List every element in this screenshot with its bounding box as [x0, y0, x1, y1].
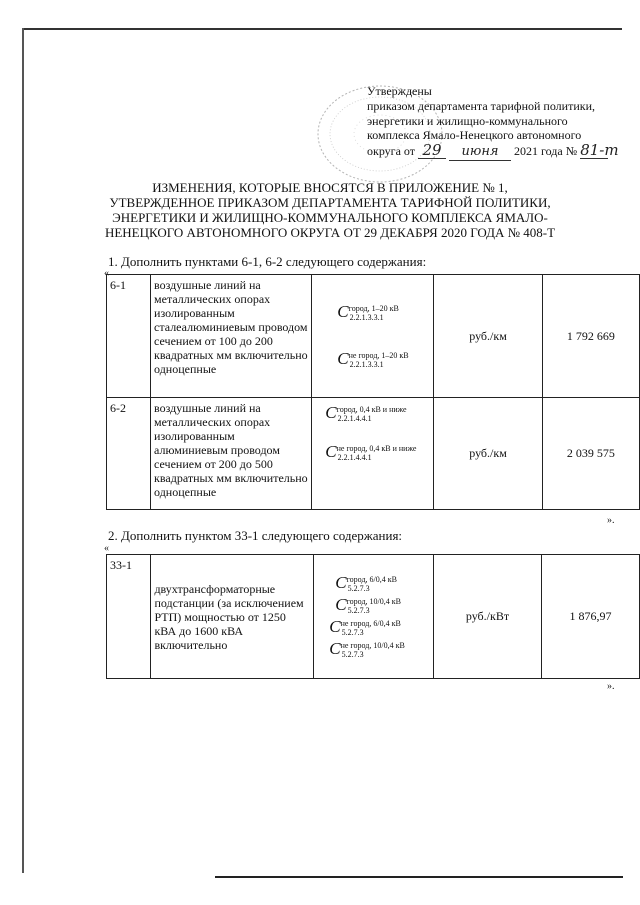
section-1-open-quote: « [104, 268, 109, 279]
approval-line-3: энергетики и жилищно-коммунального [367, 113, 568, 128]
table-row [107, 555, 640, 679]
approval-stamp-block [367, 84, 632, 161]
row-description: двухтрансформаторные подстанции (за исключением РТП) мощностью от 1250 кВА до 1600 кВА включительно [151, 555, 314, 679]
approval-line-4: комплекса Ямало-Ненецкого автономного [367, 128, 582, 143]
section-1-heading: 1. Дополнить пунктами 6-1, 6-2 следующего содержания: [108, 254, 427, 269]
approval-year: 2021 года № [514, 144, 578, 159]
row-unit: руб./км [434, 275, 543, 398]
row-value: 1 792 669 [542, 275, 639, 398]
section-1-close-quote: ». [607, 515, 615, 526]
row-formulas [314, 555, 434, 679]
approval-line-5 [367, 143, 632, 161]
formula: C город, 0,4 кВ и ниже 2.2.1.4.4.1 [325, 403, 407, 423]
section-1-table [106, 274, 640, 510]
row-description: воздушные линий на металлических опорах изолированным сталеалюминиевым проводом сечением от 100 до 200 квадратных мм включительно одноцепные [151, 275, 312, 398]
approval-date-prefix: округа от [367, 144, 416, 159]
formula: C город, 6/0,4 кВ 5.2.7.3 [335, 573, 397, 593]
row-description: воздушные линий на металлических опорах изолированным алюминиевым проводом сечением от 200 до 500 квадратных мм включительно одноцепные [151, 398, 312, 510]
scan-edge-top [22, 28, 622, 30]
formula: C не город, 1–20 кВ 2.2.1.3.3.1 [337, 349, 409, 369]
row-formulas [312, 398, 434, 510]
row-unit: руб./км [434, 398, 543, 510]
row-value: 2 039 575 [542, 398, 639, 510]
approval-line-1: Утверждены [367, 84, 432, 98]
section-2-heading: 2. Дополнить пунктом 33-1 следующего содержания: [108, 528, 403, 543]
row-number: 33-1 [107, 555, 151, 679]
approval-line-2: приказом департамента тарифной политики, [367, 98, 595, 113]
row-unit: руб./кВт [434, 555, 542, 679]
table-row [107, 275, 640, 398]
formula: C город, 1–20 кВ 2.2.1.3.3.1 [337, 302, 399, 322]
section-2-open-quote: « [104, 543, 109, 554]
table-row [107, 398, 640, 510]
handwritten-order-number: 81-т [580, 141, 619, 160]
formula: C не город, 6/0,4 кВ 5.2.7.3 [329, 617, 401, 637]
formula: C город, 10/0,4 кВ 5.2.7.3 [335, 595, 401, 615]
row-formulas [312, 275, 434, 398]
formula: C не город, 0,4 кВ и ниже 2.2.1.4.4.1 [325, 442, 417, 462]
section-2-table [106, 554, 640, 679]
handwritten-date-day: 29 [418, 143, 446, 159]
row-value: 1 876,97 [541, 555, 639, 679]
section-2-close-quote: ». [607, 681, 615, 692]
row-number: 6-1 [107, 275, 151, 398]
scan-edge-left [22, 28, 24, 873]
document-title: ИЗМЕНЕНИЯ, КОТОРЫЕ ВНОСЯТСЯ В ПРИЛОЖЕНИЕ № 1, УТВЕРЖДЕННОЕ ПРИКАЗОМ ДЕПАРТАМЕНТА ТАРИФНОЙ ПОЛИТИКИ, ЭНЕРГЕТИКИ И ЖИЛИЩНО-КОММУНАЛЬНОГО КОМПЛЕКСА ЯМАЛО-НЕНЕЦКОГО АВТОНОМНОГО ОКРУГА ОТ 29 ДЕКАБРЯ 2020 ГОДА № 408-Т [104, 180, 556, 240]
scan-edge-bottom [215, 876, 623, 878]
row-number: 6-2 [107, 398, 151, 510]
handwritten-date-month: июня [449, 145, 511, 161]
formula: C не город, 10/0,4 кВ 5.2.7.3 [329, 639, 405, 659]
